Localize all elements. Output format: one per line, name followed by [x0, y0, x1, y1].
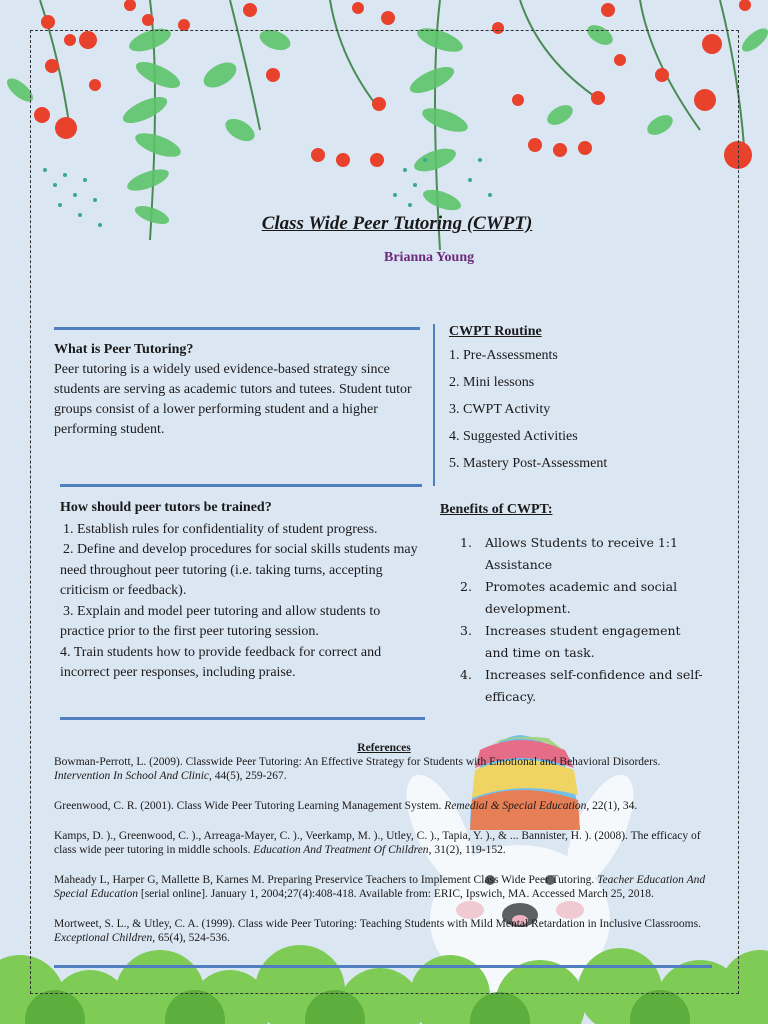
routine-item: 3. CWPT Activity: [449, 402, 551, 417]
benefits-list: [440, 532, 740, 708]
divider-vertical: [433, 324, 435, 486]
routine-item: 4. Suggested Activities: [449, 429, 578, 444]
reference-details: [serial online]. January 1, 2004;27(4):408-418. Available from: ERIC, Ipswich, MA. Accessed March 25, 2018.: [138, 888, 654, 900]
reference-journal: Remedial & Special Education: [444, 800, 587, 812]
reference-journal: Education And Treatment Of Children: [253, 844, 429, 856]
training-item: 4. Train students how to provide feedback for correct and incorrect peer responses, including praise.: [60, 644, 382, 680]
training-item: 1. Establish rules for confidentiality of student progress.: [63, 521, 378, 537]
benefit-number: 1.: [460, 535, 472, 550]
reference-entry: [54, 829, 714, 857]
benefit-number: 4.: [460, 667, 472, 682]
training-heading: How should peer tutors be trained?: [60, 500, 272, 515]
routine-item: 5. Mastery Post-Assessment: [449, 456, 608, 471]
peer-tutoring-body: Peer tutoring is a widely used evidence-based strategy since students are serving as academic tutors and tutees. Student tutor groups consist of a lower performing student and a higher performing student.: [54, 362, 412, 437]
list-item: [440, 532, 740, 576]
reference-details: , 65(4), 524-536.: [152, 932, 230, 944]
routine-heading: CWPT Routine: [449, 324, 542, 339]
benefit-text: Increases student engagement and time on task.: [485, 623, 681, 660]
benefit-number: 2.: [460, 579, 472, 594]
reference-journal: Teacher Education And Special Education: [54, 874, 706, 900]
divider-top-left: [54, 327, 420, 330]
routine-item: 1. Pre-Assessments: [449, 348, 558, 363]
peer-tutoring-section: [54, 340, 424, 440]
reference-details: , 22(1), 34.: [586, 800, 638, 812]
reference-text: Mortweet, S. L., & Utley, C. A. (1999). Class wide Peer Tutoring: Teaching Students with Mild Mental Retardation in Inclusive Classrooms.: [54, 918, 701, 930]
routine-item: 2. Mini lessons: [449, 375, 535, 390]
reference-text: Bowman-Perrott, L. (2009). Classwide Peer Tutoring: An Effective Strategy for Students with Emotional and Behavioral Disorders.: [54, 756, 661, 768]
reference-entry: [54, 755, 714, 783]
list-item: [440, 664, 740, 708]
references-section: [54, 741, 714, 961]
reference-journal: Exceptional Children: [54, 932, 153, 944]
reference-entry: [54, 873, 714, 901]
training-section: [60, 498, 420, 684]
peer-tutoring-heading: What is Peer Tutoring?: [54, 342, 194, 357]
divider-bottom-left: [60, 717, 425, 720]
benefits-section: [440, 502, 740, 708]
list-item: [440, 620, 740, 664]
benefit-text: Increases self-confidence and self-efficacy.: [485, 667, 703, 704]
cwpt-routine-section: [449, 324, 749, 483]
reference-entry: [54, 799, 714, 813]
reference-text: Greenwood, C. R. (2001). Class Wide Peer Tutoring Learning Management System.: [54, 800, 445, 812]
reference-text: Maheady L, Harper G, Mallette B, Karnes M. Preparing Preservice Teachers to Implement Class Wide Peer Tutoring.: [54, 874, 598, 886]
reference-journal: Intervention In School And Clinic: [54, 770, 210, 782]
benefits-heading: Benefits of CWPT:: [440, 502, 553, 517]
divider-bottom: [54, 965, 712, 968]
benefit-number: 3.: [460, 623, 472, 638]
divider-middle: [60, 484, 422, 487]
list-item: [440, 576, 740, 620]
reference-entry: [54, 917, 714, 945]
references-heading: References: [357, 742, 411, 754]
page-title: Class Wide Peer Tutoring (CWPT): [261, 213, 533, 234]
author-name: Brianna Young: [384, 250, 475, 265]
benefit-text: Promotes academic and social development.: [485, 579, 678, 616]
reference-details: , 31(2), 119-152.: [428, 844, 506, 856]
training-item: 2. Define and develop procedures for social skills students may need throughout peer tutoring (i.e. taking turns, accepting criticism or feedback).: [60, 542, 418, 598]
training-item: 3. Explain and model peer tutoring and allow students to practice prior to the first peer tutoring session.: [60, 603, 381, 639]
reference-text: Kamps, D. )., Greenwood, C. )., Arreaga-Mayer, C. )., Veerkamp, M. )., Utley, C. )., Tapia, Y. )., & ... Bannister, H. ). (2008). The efficacy of class wide peer tutoring in middle schools.: [54, 830, 701, 856]
reference-details: , 44(5), 259-267.: [209, 770, 287, 782]
benefit-text: Allows Students to receive 1:1 Assistance: [485, 535, 678, 572]
